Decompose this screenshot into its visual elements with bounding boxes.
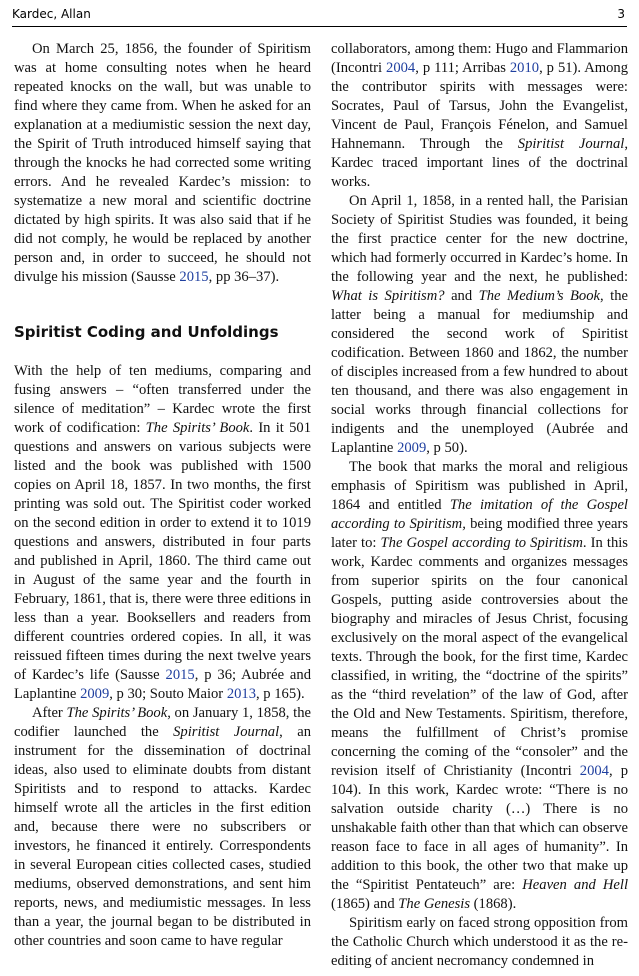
paragraph: The book that marks the moral and religious emphasis of Spiritism was published in April, 1864 and entitled The imitation of the Gospel according to Spiritism, being modified three years later to: The Gospel according to Spiritism. In this work, Kardec comments and organizes messages from superior spirits on the four canonical Gospels, putting aside controversies about the biography and miracles of Jesus Christ, focusing exclusively on the moral aspect of the evangelical texts. Through the book, for the first time, Kardec classified, in writing, the “doctrine of the spirits” as the “third revelation” of the law of God, after the Old and New Testaments. Spiritism, therefore, means the fulfillment of Christ’s promise concerning the coming of the “consoler” and the revision itself of Christianity (Incontri 2004, p 104). In this work, Kardec wrote: “There is no salvation outside charity (…) There is no unshakable faith other than that which can observe reason face to face in all ages of humanity”. In addition to this book, the other two that make up the “Spiritist Pentateuch” are: Heaven and Hell (1865) and The Genesis (1868).	[331, 459, 629, 912]
italic-title: The Gospel according to Spiritism	[380, 535, 583, 551]
left-column	[14, 40, 311, 951]
italic-title: The Spirits’ Book	[66, 705, 168, 721]
right-column	[331, 40, 628, 971]
citation-link[interactable]: 2015	[165, 667, 195, 683]
paragraph: After The Spirits’ Book, on January 1, 1858, the codifier launched the Spiritist Journal, an instrument for the dissemination of doctrinal ideas, also used to eliminate doubts from distant Spiritists and to respond to attacks. Kardec himself wrote all the articles in the first edition and, because there were no subscribers or investors, he financed it entirely. Correspondents in several European cities collected cases, studied mediums, observed demonstrations, and sent him reports, news, and mediumistic messages. In less than a year, the journal began to be distributed in other countries and soon came to have regular	[14, 705, 312, 949]
italic-title: Heaven and Hell	[522, 877, 628, 893]
italic-title: The Genesis	[398, 896, 471, 912]
citation-link[interactable]: 2009	[80, 686, 110, 702]
paragraph: Spiritism early on faced strong opposition from the Catholic Church which understood it as the re-editing of ancient necromancy condemned in	[331, 915, 628, 969]
running-header	[12, 4, 627, 27]
paragraph: On April 1, 1858, in a rented hall, the Parisian Society of Spiritist Studies was founded, it being the first practice center for the new doctrine, which had formerly occurred in Kardec’s home. In the following year and the next, he published: What is Spiritism? and The Medium’s Book, the latter being a manual for mediumship and considered the second work of Spiritist codification. Between 1860 and 1862, the number of disciples increased from a few hundred to about ten thousand, and there was also engagement in social works through financial collections for indigents and the unemployed (Aubrée and Laplantine 2009, p 50).	[331, 193, 628, 456]
italic-title: The Spirits’ Book	[145, 420, 250, 436]
section-heading: Spiritist Coding and Unfoldings	[14, 323, 279, 341]
paragraph: collaborators, among them: Hugo and Flammarion (Incontri 2004, p 111; Arribas 2010, p 51). Among the contributor spirits with messages were: Socrates, Paul of Tarsus, John the Evangelist, Vincent de Paul, François Fénelon, and Samuel Hahnemann. Through the Spiritist Journal, Kardec traced important lines of the doctrinal works.	[331, 41, 628, 190]
paragraph: With the help of ten mediums, comparing and fusing answers – “often transferred under the silence of meditation” – Kardec wrote the first work of codification: The Spirits’ Book. In it 501 questions and answers on various subjects were listed and the book was published with 1500 copies on April 18, 1857. In two months, the first printing was sold out. The Spiritist coder worked on the second edition in order to extend it to 1019 questions and answers, distributed in four parts and published in April, 1860. The third came out in August of the same year and the fourth in February, 1861, that is, there were three editions in less than a year. Booksellers and readers from different countries ordered copies. In all, it was reissued fifteen times during the next twelve years of Kardec’s life (Sausse 2015, p 36; Aubrée and Laplantine 2009, p 30; Souto Maior 2013, p 165).	[14, 363, 311, 702]
italic-title: Spiritist Journal	[173, 724, 280, 740]
page-number: 3	[617, 7, 625, 21]
citation-link[interactable]: 2004	[386, 60, 416, 76]
italic-title: The Medium’s Book	[478, 288, 601, 304]
citation-link[interactable]: 2009	[397, 440, 427, 456]
italic-title: The imitation of the Gospel according to Spiritism,	[331, 497, 628, 532]
running-author: Kardec, Allan	[12, 7, 91, 21]
citation-link[interactable]: 2004	[579, 763, 609, 779]
citation-link[interactable]: 2013	[226, 686, 256, 702]
italic-title: Spiritist Journal	[517, 136, 625, 152]
paragraph: On March 25, 1856, the founder of Spiritism was at home consulting notes when he heard repeated knocks on the wall, but was unable to find where they came from. When he asked for an explanation at a mediumistic session the next day, the Spirit of Truth introduced himself saying that through the knocks he had corrected some writing errors. And he revealed Kardec’s mission: to systematize a new moral and scientific doctrine dictated by high spirits. It was also said that if he did not comply, he would be replaced by another person and, in order to succeed, he should not divulge his mission (Sausse 2015, pp 36–37).	[14, 41, 311, 285]
citation-link[interactable]: 2010	[509, 60, 540, 76]
citation-link[interactable]: 2015	[179, 269, 209, 285]
italic-title: What is Spiritism?	[331, 288, 445, 304]
